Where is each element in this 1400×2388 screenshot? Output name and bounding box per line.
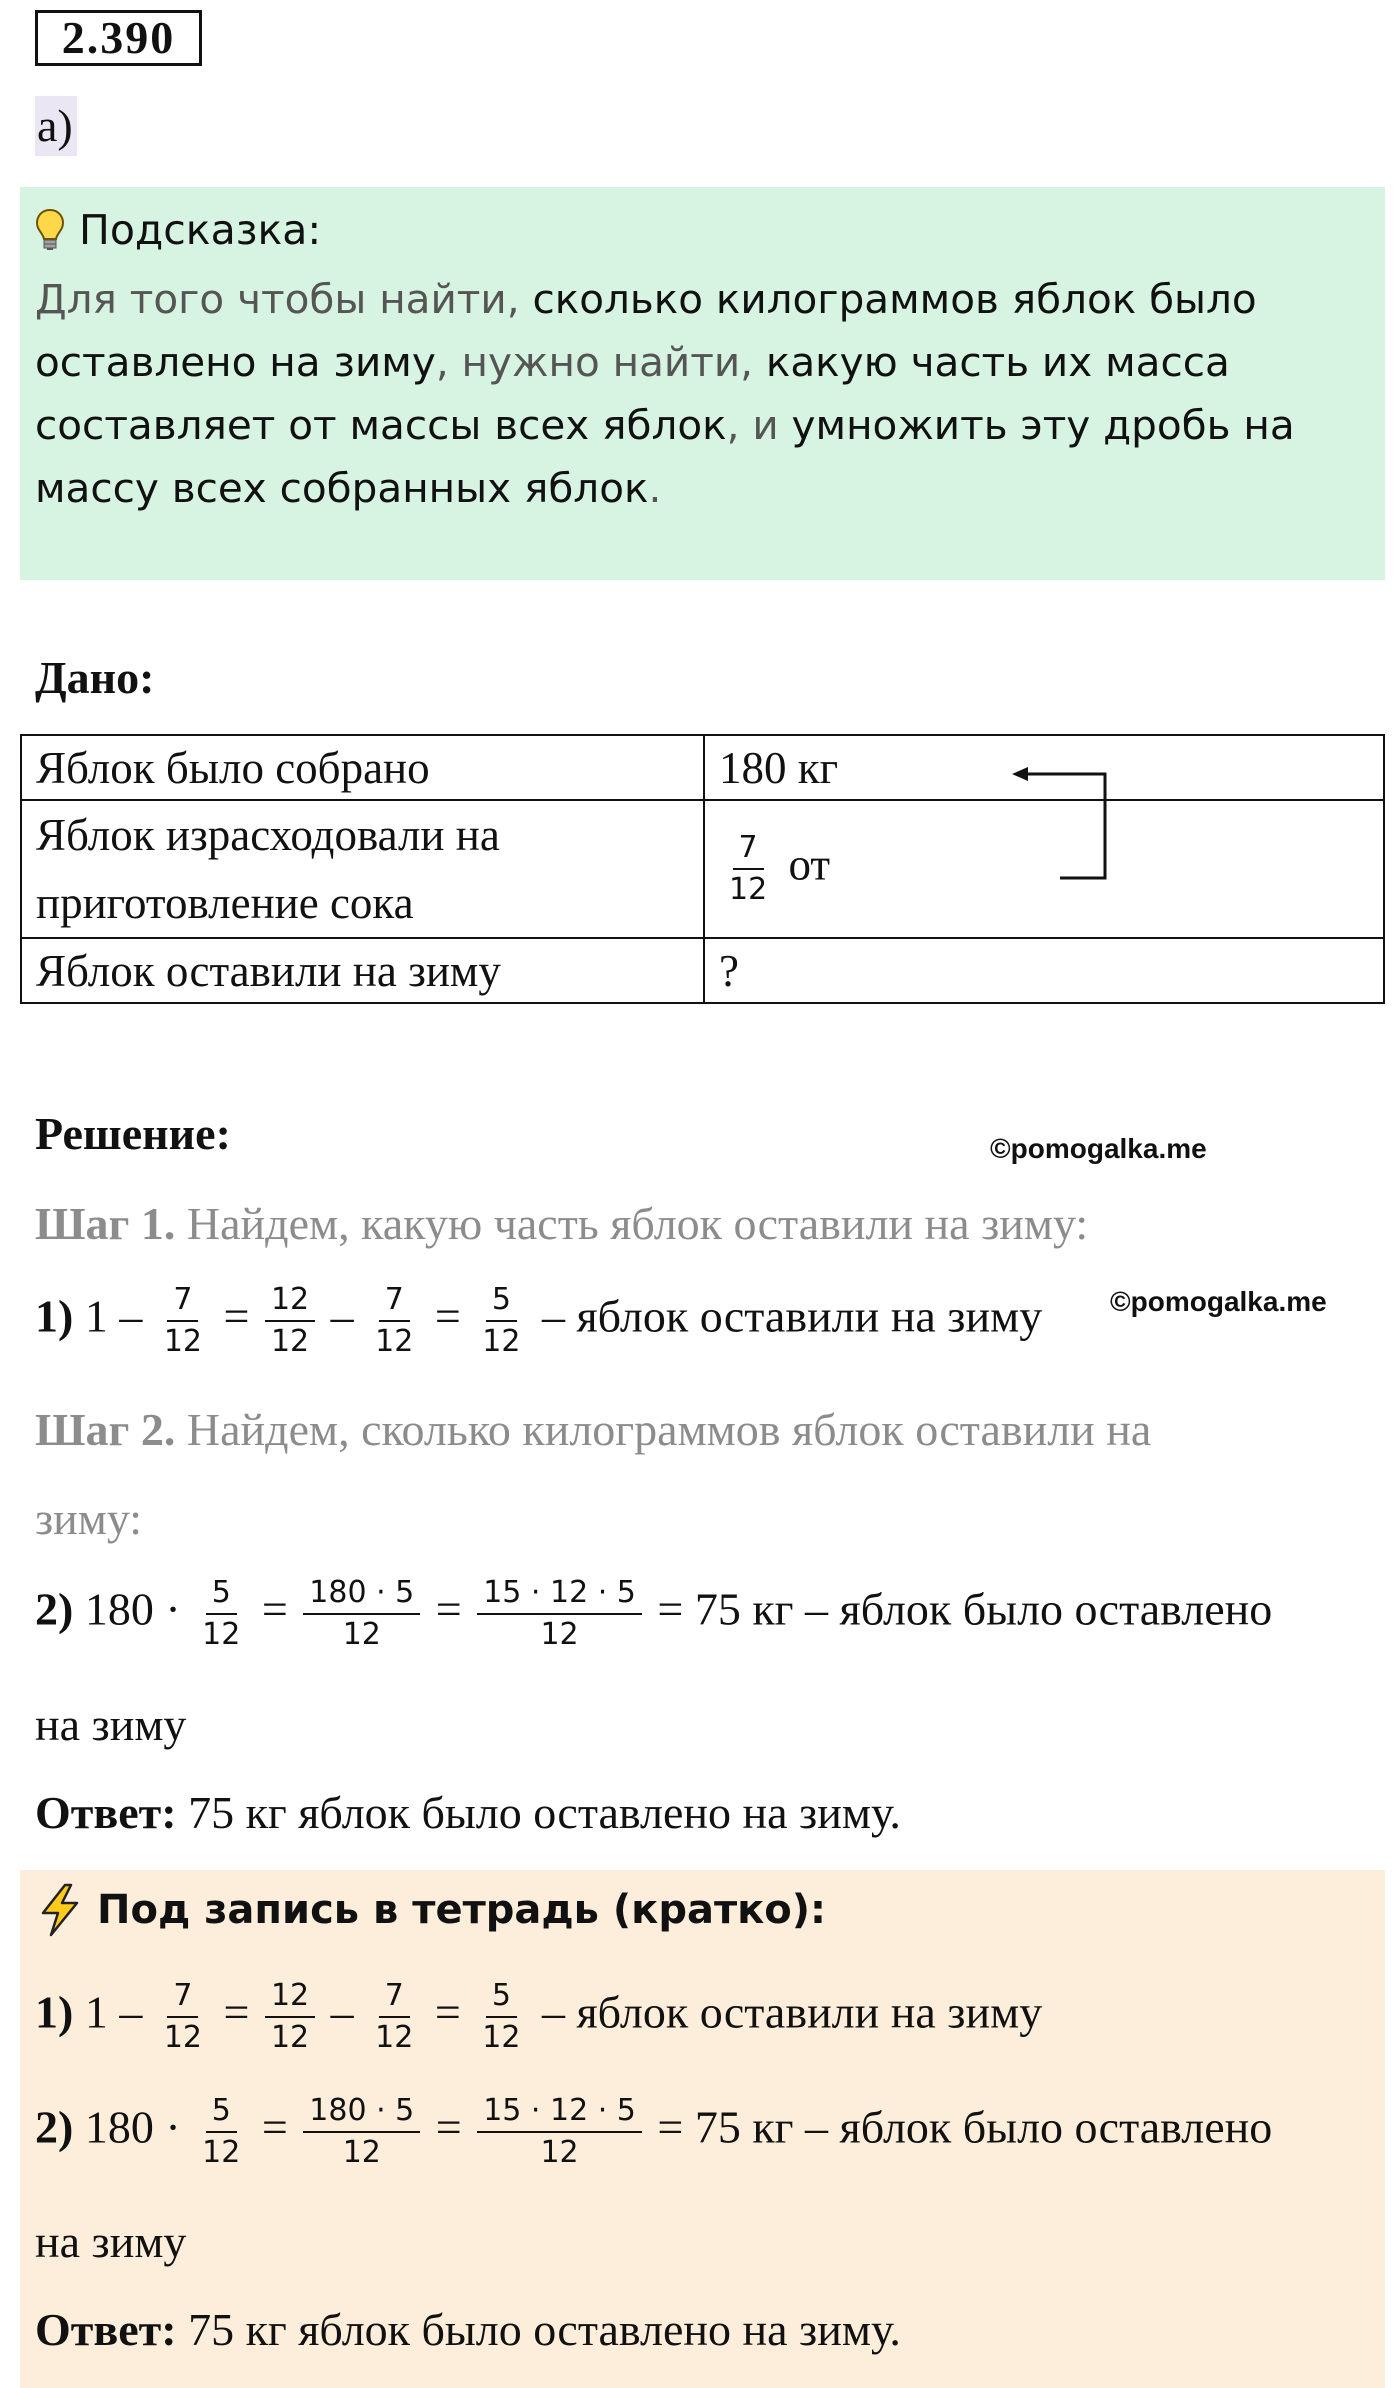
given-title: Дано: bbox=[35, 652, 155, 703]
step-2 bbox=[35, 1403, 1151, 1456]
hint-text bbox=[35, 268, 1365, 520]
step-1 bbox=[35, 1197, 1088, 1250]
fraction: $\frac{5}{12}$ bbox=[202, 2093, 241, 2170]
watermark: ©pomogalka.me bbox=[1110, 1286, 1327, 1317]
hint-title bbox=[35, 200, 321, 260]
fraction: $\frac{5}{12}$ bbox=[482, 1978, 521, 2055]
equation-1: 1) 1 – $\frac{7}{12}$ = $\frac{12}{12}$ – $\frac{7}{12}$ = $\frac{5}{12}$ – яблок оставили на зиму bbox=[35, 1282, 1043, 1359]
given-label: Яблок израсходовали на приготовление сока bbox=[21, 800, 704, 938]
fraction: $\frac{12}{12}$ bbox=[265, 1978, 315, 2056]
notebook-title bbox=[35, 1880, 826, 1940]
fraction: $\frac{15 \cdot 12 \cdot 5}{12}$ bbox=[477, 1575, 642, 1653]
hint-seg: Для того чтобы найти, bbox=[35, 275, 533, 323]
step-label: Шаг 1. bbox=[35, 1198, 176, 1249]
hint-seg: , нужно найти, bbox=[435, 338, 766, 386]
step-label: Шаг 2. bbox=[35, 1404, 176, 1455]
notebook-answer bbox=[35, 2303, 901, 2356]
arrow-icon bbox=[1010, 755, 1130, 895]
fraction: $\frac{180 \cdot 5}{12}$ bbox=[303, 2093, 420, 2171]
table-row bbox=[21, 938, 1384, 1003]
answer-label: Ответ: bbox=[35, 2304, 177, 2355]
fraction: $\frac{7}{12}$ bbox=[163, 1978, 203, 2055]
given-value: ? bbox=[704, 938, 1384, 1003]
notebook-equation-1: 1) 1 – $\frac{7}{12}$ = $\frac{12}{12}$ – $\frac{7}{12}$ = $\frac{5}{12}$ – яблок оставили на зиму bbox=[35, 1978, 1043, 2055]
step-2-cont: зиму: bbox=[35, 1493, 143, 1544]
lightbulb-icon bbox=[35, 208, 65, 252]
hint-seg: , и bbox=[726, 401, 792, 449]
fraction: $\frac{7}{12}$ bbox=[375, 1282, 414, 1359]
fraction: $\frac{7}{12}$ bbox=[375, 1978, 414, 2055]
solution-title: Решение: bbox=[35, 1108, 231, 1159]
fraction: $\frac{5}{12}$ bbox=[482, 1282, 521, 1359]
given-label: Яблок было собрано bbox=[21, 735, 704, 800]
table-row bbox=[21, 735, 1384, 800]
lightning-icon bbox=[35, 1883, 85, 1937]
fraction: $\frac{7}{12}$ bbox=[163, 1282, 203, 1359]
step-text: Найдем, сколько килограммов яблок оставили на bbox=[186, 1404, 1152, 1455]
fraction: $\frac{5}{12}$ bbox=[202, 1575, 241, 1652]
table-row bbox=[21, 800, 1384, 938]
equation-2-cont: на зиму bbox=[35, 1699, 187, 1750]
notebook-title-text: Под запись в тетрадь (кратко): bbox=[97, 1887, 827, 1933]
given-table bbox=[20, 734, 1385, 1004]
answer-label: Ответ: bbox=[35, 1787, 177, 1838]
fraction: $\frac{180 \cdot 5}{12}$ bbox=[303, 1575, 420, 1653]
hint-seg-emphasis: сколько килограммов яблок было оставлено на зиму bbox=[35, 275, 1257, 386]
fraction: $\frac{12}{12}$ bbox=[265, 1282, 315, 1360]
fraction: $\frac{15 \cdot 12 \cdot 5}{12}$ bbox=[477, 2093, 642, 2171]
step-text: Найдем, какую часть яблок оставили на зиму: bbox=[186, 1198, 1089, 1249]
hint-seg: . bbox=[648, 464, 662, 512]
hint-title-text: Подсказка: bbox=[79, 206, 322, 254]
part-label: а) bbox=[35, 96, 77, 156]
given-value: 180 кг bbox=[704, 735, 1384, 800]
watermark: ©pomogalka.me bbox=[990, 1133, 1207, 1164]
fraction: $\frac{7}{12}$ bbox=[729, 830, 768, 907]
answer bbox=[35, 1786, 901, 1839]
hint-seg-emphasis: какую часть их масса составляет от массы всех яблок bbox=[35, 338, 1230, 449]
answer-text: 75 кг яблок было оставлено на зиму. bbox=[188, 1787, 901, 1838]
equation-2: 2) 180 · $\frac{5}{12}$ = $\frac{180 \cdot 5}{12}$ = $\frac{15 \cdot 12 \cdot 5}{12}$ = 75 кг – яблок было оставлено bbox=[35, 1575, 1273, 1652]
hint-seg-emphasis: умножить эту дробь на массу всех собранных яблок bbox=[35, 401, 1295, 512]
problem-number: 2.390 bbox=[35, 10, 202, 66]
given-value-suffix: от bbox=[788, 839, 831, 890]
notebook-equation-2-cont: на зиму bbox=[35, 2216, 187, 2267]
given-label: Яблок оставили на зиму bbox=[21, 938, 704, 1003]
answer-text: 75 кг яблок было оставлено на зиму. bbox=[188, 2304, 901, 2355]
notebook-equation-2: 2) 180 · $\frac{5}{12}$ = $\frac{180 \cdot 5}{12}$ = $\frac{15 \cdot 12 \cdot 5}{12}$ = 75 кг – яблок было оставлено bbox=[35, 2093, 1273, 2170]
